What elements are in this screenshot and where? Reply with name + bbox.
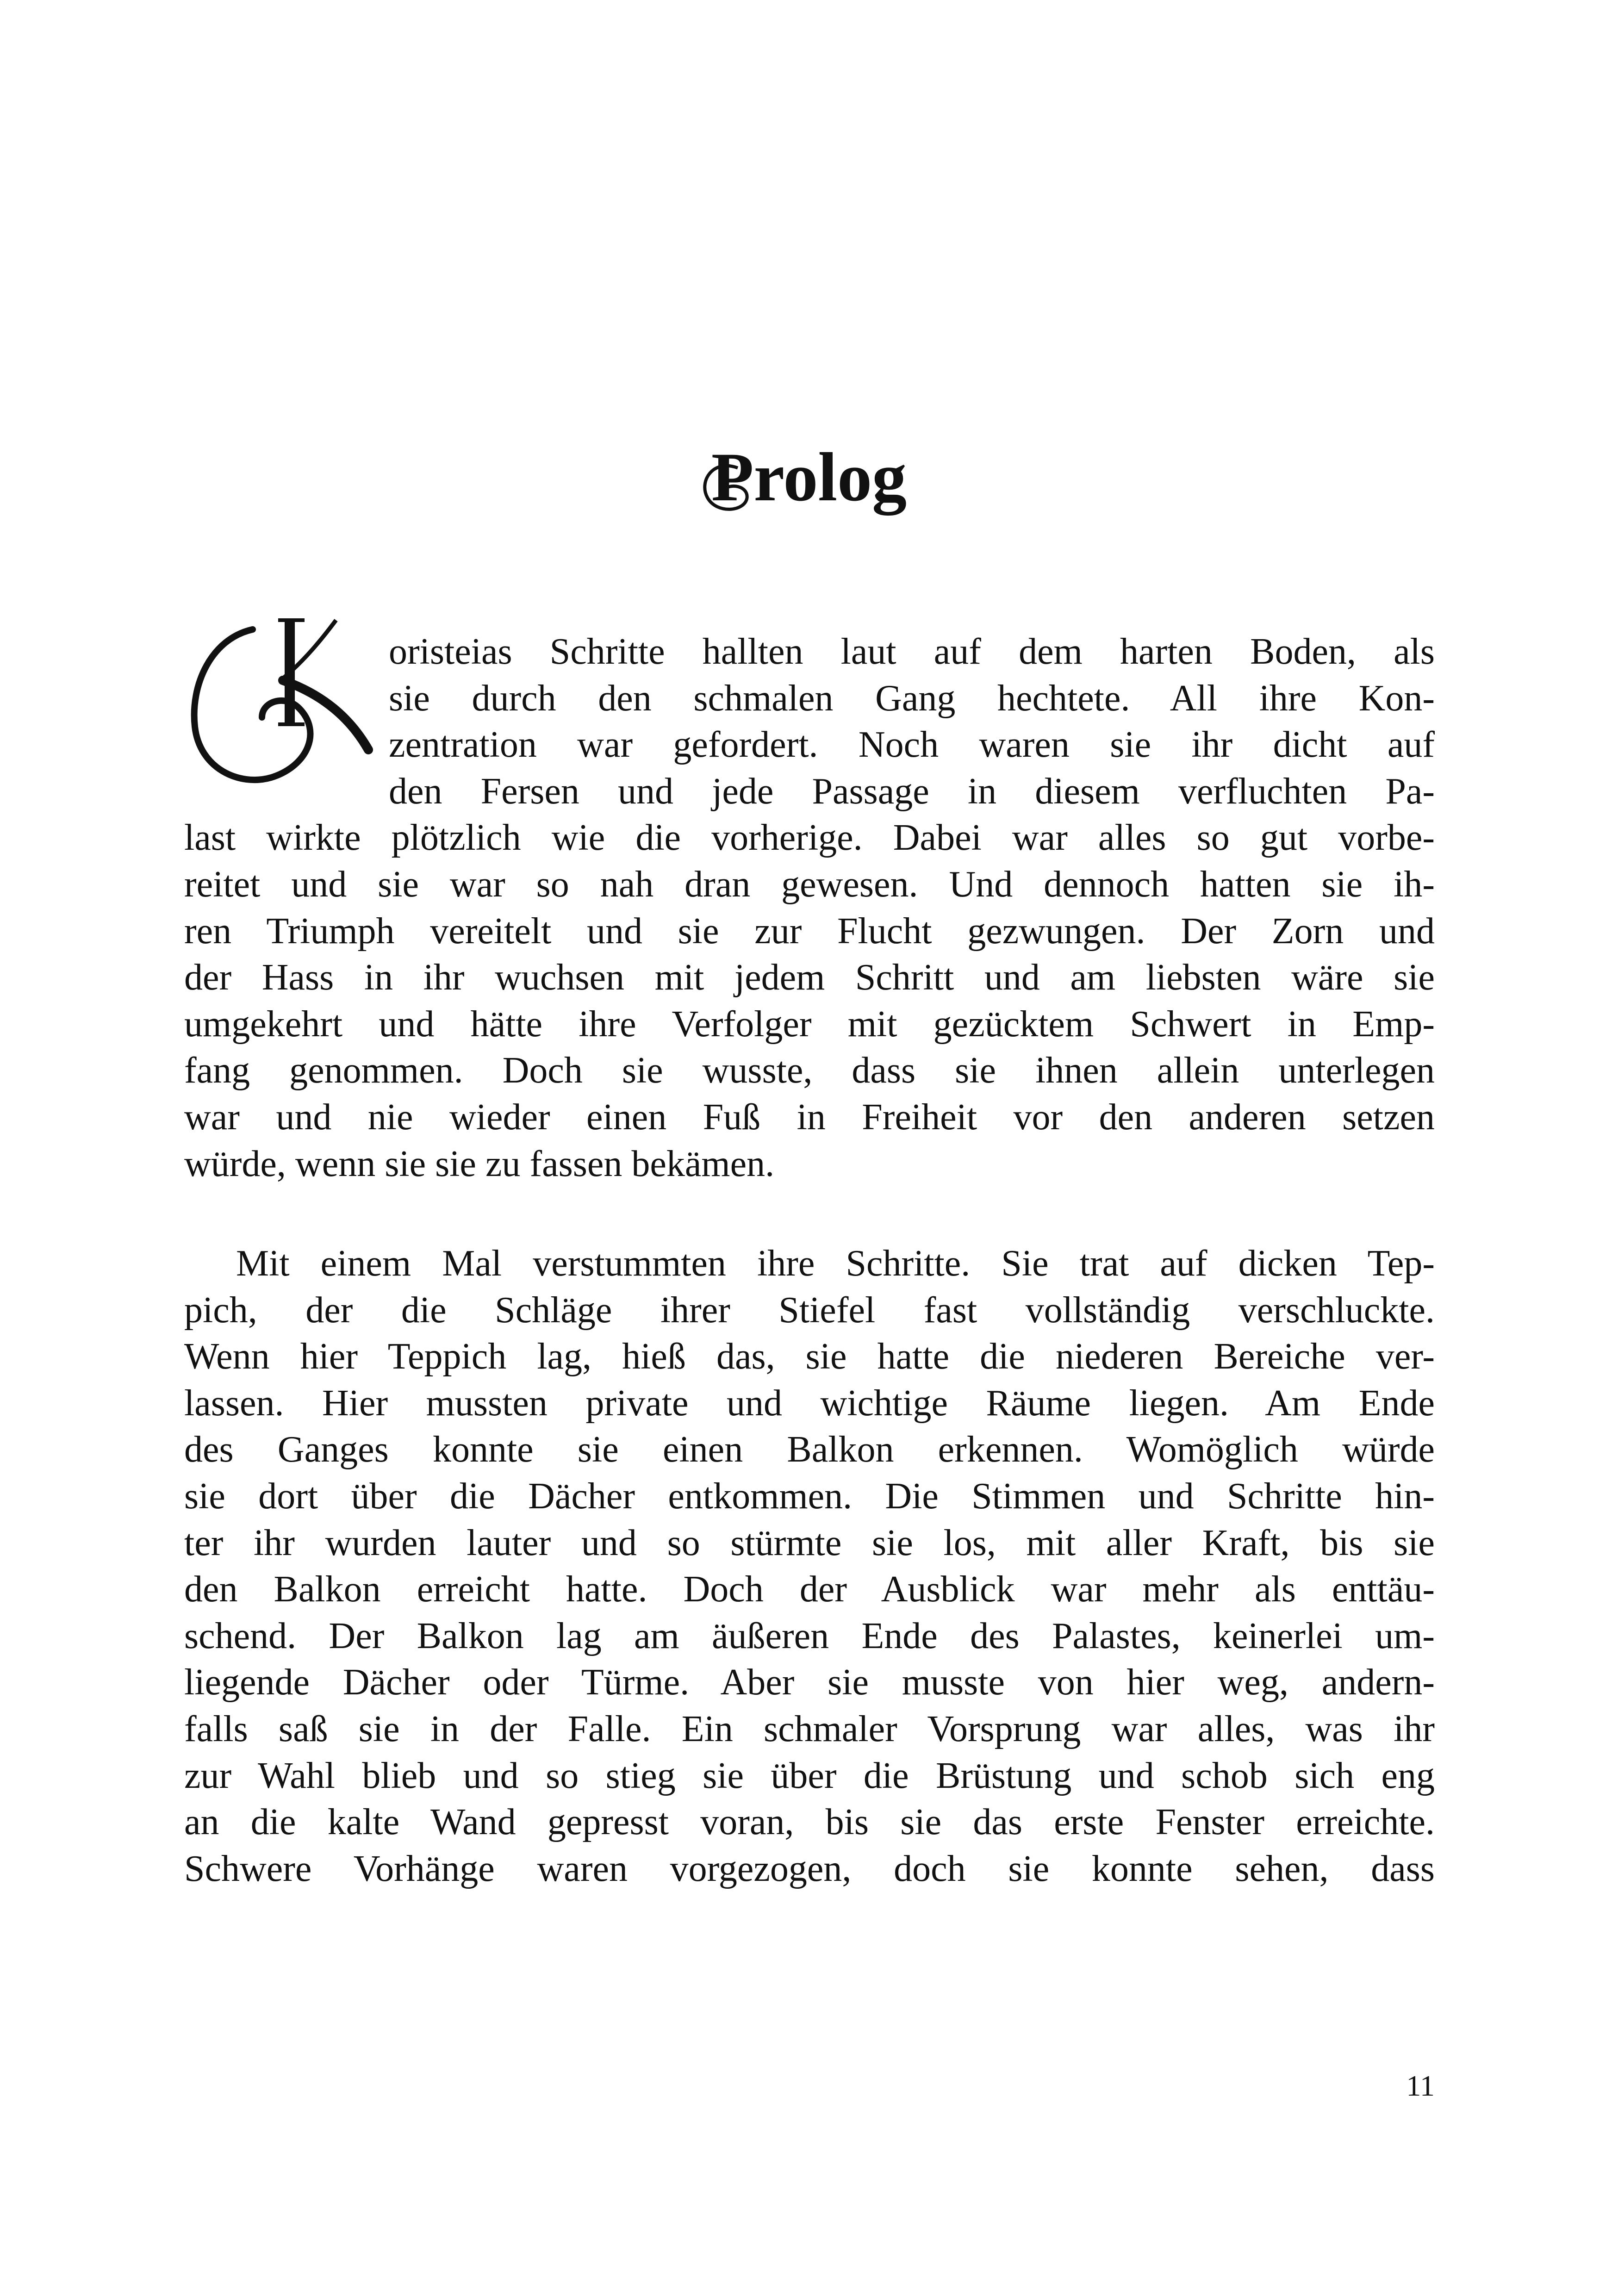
- text-line: fang genommen. Doch sie wusste, dass sie ihnen allein unterlegen: [184, 1050, 1435, 1091]
- text-line: last wirkte plötzlich wie die vorherige. Dabei war alles so gut vorbe-: [184, 817, 1435, 859]
- paragraph-2: [184, 1240, 1435, 1892]
- page-number: 11: [1406, 2069, 1435, 2102]
- chapter-title: [0, 436, 1618, 519]
- text-line: Schwere Vorhänge waren vorgezogen, doch sie konnte sehen, dass: [184, 1848, 1435, 1889]
- text-line: war und nie wieder einen Fuß in Freiheit vor den anderen setzen: [184, 1096, 1435, 1138]
- text-line: oristeias Schritte hallten laut auf dem harten Boden, als: [389, 631, 1435, 672]
- text-line: liegende Dächer oder Türme. Aber sie musste von hier weg, andern-: [184, 1662, 1435, 1703]
- text-line: schend. Der Balkon lag am äußeren Ende des Palastes, keinerlei um-: [184, 1615, 1435, 1656]
- text-line: des Ganges konnte sie einen Balkon erkennen. Womöglich würde: [184, 1429, 1435, 1470]
- text-line: lassen. Hier mussten private und wichtige Räume liegen. Am Ende: [184, 1382, 1435, 1424]
- text-line: reitet und sie war so nah dran gewesen. Und dennoch hatten sie ih-: [184, 864, 1435, 905]
- text-line: zentration war gefordert. Noch waren sie ihr dicht auf: [389, 724, 1435, 765]
- title-rest: rolog: [753, 438, 907, 516]
- text-line: falls saß sie in der Falle. Ein schmaler Vorsprung war alles, was ihr: [184, 1708, 1435, 1749]
- text-line: den Fersen und jede Passage in diesem verfluchten Pa-: [389, 771, 1435, 812]
- text-line: pich, der die Schläge ihrer Stiefel fast vollständig verschluckte.: [184, 1289, 1435, 1331]
- text-line: würde, wenn sie sie zu fassen bekämen.: [184, 1143, 775, 1184]
- text-line: umgekehrt und hätte ihre Verfolger mit gezücktem Schwert in Emp-: [184, 1003, 1435, 1045]
- text-line: sie dort über die Dächer entkommen. Die Stimmen und Schritte hin-: [184, 1475, 1435, 1517]
- text-line: sie durch den schmalen Gang hechtete. All ihre Kon-: [389, 678, 1435, 719]
- text-line: Mit einem Mal verstummten ihre Schritte. Sie trat auf dicken Tep-: [236, 1243, 1435, 1284]
- text-line: Wenn hier Teppich lag, hieß das, sie hatte die niederen Bereiche ver-: [184, 1336, 1435, 1377]
- title-initial: P: [711, 436, 754, 519]
- text-line: ter ihr wurden lauter und so stürmte sie los, mit aller Kraft, bis sie: [184, 1522, 1435, 1563]
- title-flourish-ornament: [694, 454, 763, 523]
- paragraph-1: [184, 628, 1435, 1187]
- text-line: zur Wahl blieb und so stieg sie über die Brüstung und schob sich eng: [184, 1755, 1435, 1796]
- text-line: an die kalte Wand gepresst voran, bis sie das erste Fenster erreichte.: [184, 1802, 1435, 1843]
- text-line: der Hass in ihr wuchsen mit jedem Schritt und am liebsten wäre sie: [184, 957, 1435, 998]
- text-line: ren Triumph vereitelt und sie zur Flucht gezwungen. Der Zorn und: [184, 910, 1435, 952]
- text-line: den Balkon erreicht hatte. Doch der Ausblick war mehr als enttäu-: [184, 1569, 1435, 1610]
